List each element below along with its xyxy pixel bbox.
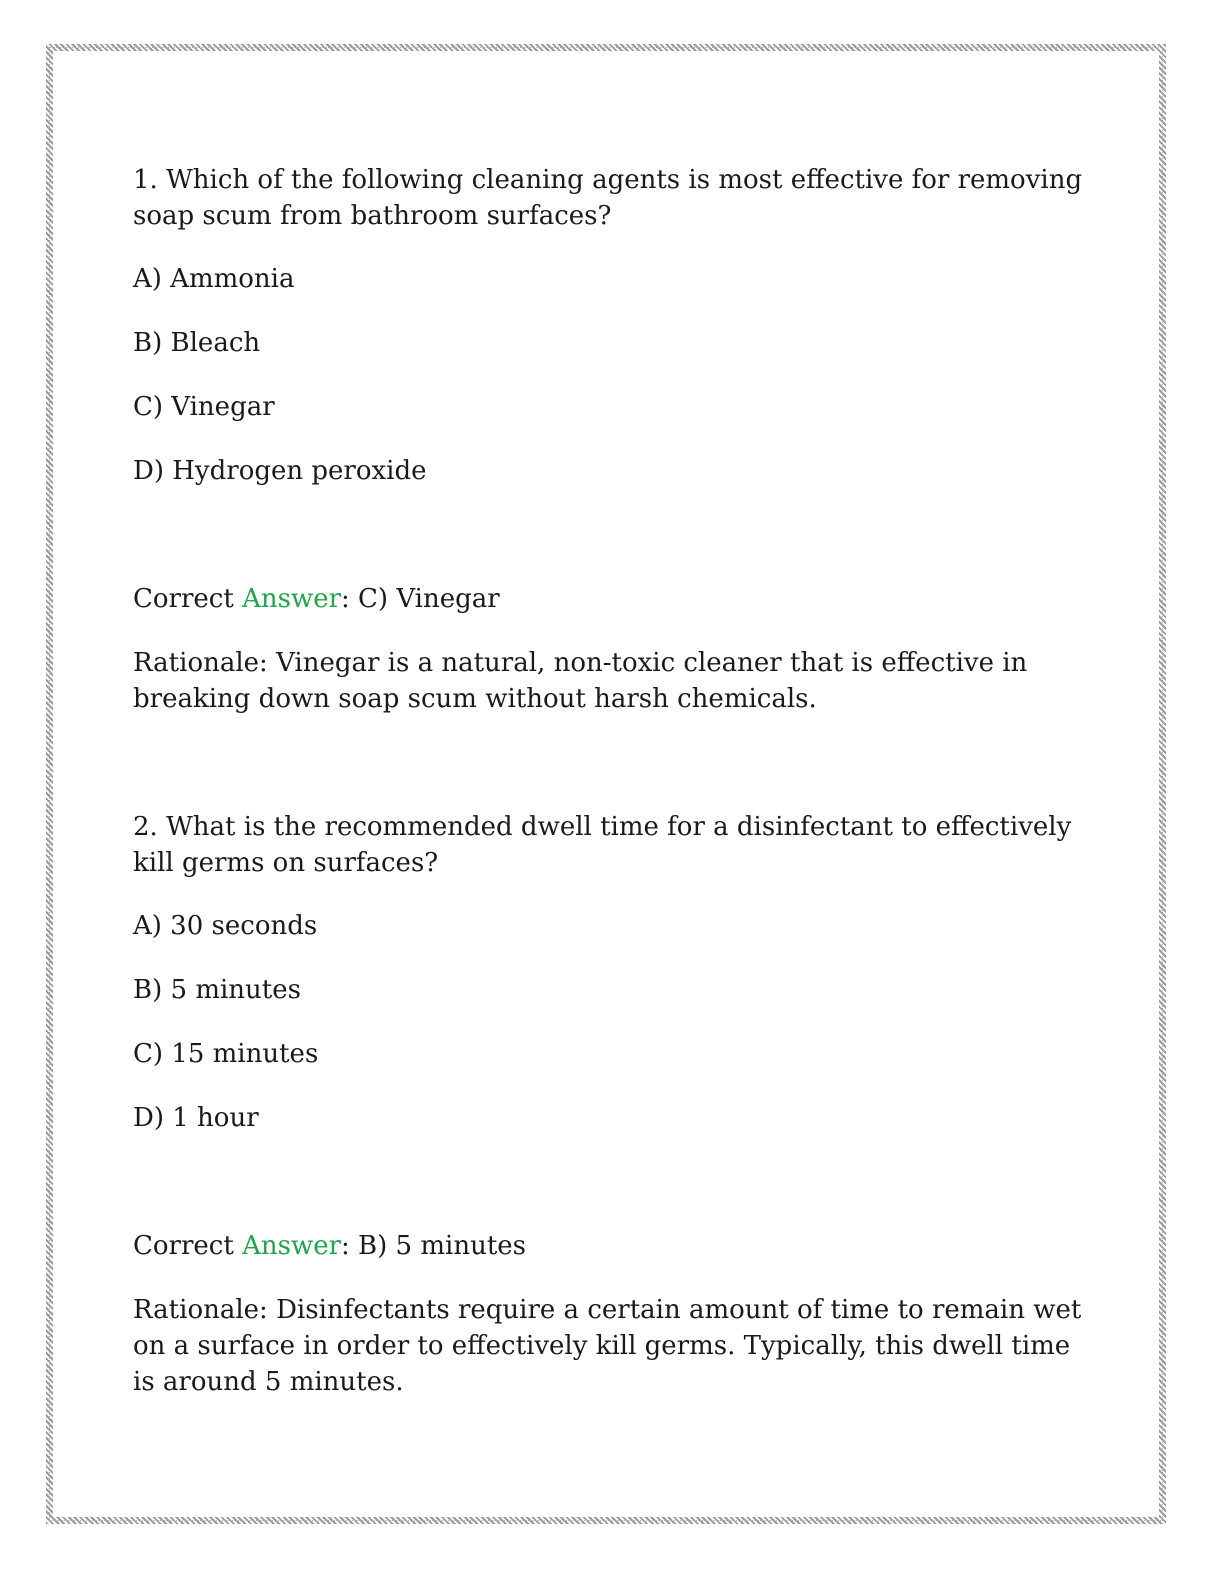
question-1-option-a [133, 261, 1093, 297]
option-text: C) Vinegar [133, 392, 275, 422]
correct-answer-line [133, 1228, 1093, 1264]
option-text: A) 30 seconds [133, 911, 318, 941]
question-1-text-block [133, 162, 1093, 234]
question-2-option-b [133, 972, 1093, 1008]
question-2-correct-answer [133, 1228, 1093, 1264]
correct-answer-line [133, 581, 1093, 617]
answer-value: : C) Vinegar [341, 584, 500, 614]
question-1-option-b [133, 325, 1093, 361]
question-2-text: 2. What is the recommended dwell time for a disinfectant to effectively kill germs on surfaces? [133, 812, 1072, 878]
answer-prefix: Correct [133, 1231, 243, 1261]
rationale-text: Rationale: Disinfectants require a certain amount of time to remain wet on a surface in order to effectively kill germs. Typically, this dwell time is around 5 minutes. [133, 1295, 1082, 1397]
question-2-rationale [133, 1292, 1093, 1400]
question-2-text-block [133, 809, 1093, 881]
question-1-option-c [133, 389, 1093, 425]
question-2-option-a [133, 908, 1093, 944]
question-1-correct-answer [133, 581, 1093, 617]
answer-prefix: Correct [133, 584, 243, 614]
option-text: A) Ammonia [133, 264, 295, 294]
option-text: C) 15 minutes [133, 1039, 319, 1069]
question-1-text: 1. Which of the following cleaning agents is most effective for removing soap scum from bathroom surfaces? [133, 165, 1083, 231]
option-text: B) Bleach [133, 328, 261, 358]
option-text: D) Hydrogen peroxide [133, 456, 427, 486]
option-text: D) 1 hour [133, 1103, 259, 1133]
rationale-text: Rationale: Vinegar is a natural, non-toxic cleaner that is effective in breaking down soap scum without harsh chemicals. [133, 648, 1028, 714]
question-2-option-d [133, 1100, 1093, 1136]
answer-value: : B) 5 minutes [341, 1231, 526, 1261]
question-1-rationale [133, 645, 1093, 717]
option-text: B) 5 minutes [133, 975, 301, 1005]
question-2-option-c [133, 1036, 1093, 1072]
question-1-option-d [133, 453, 1093, 489]
answer-highlight-word: Answer [242, 584, 342, 614]
answer-highlight-word: Answer [242, 1231, 342, 1261]
